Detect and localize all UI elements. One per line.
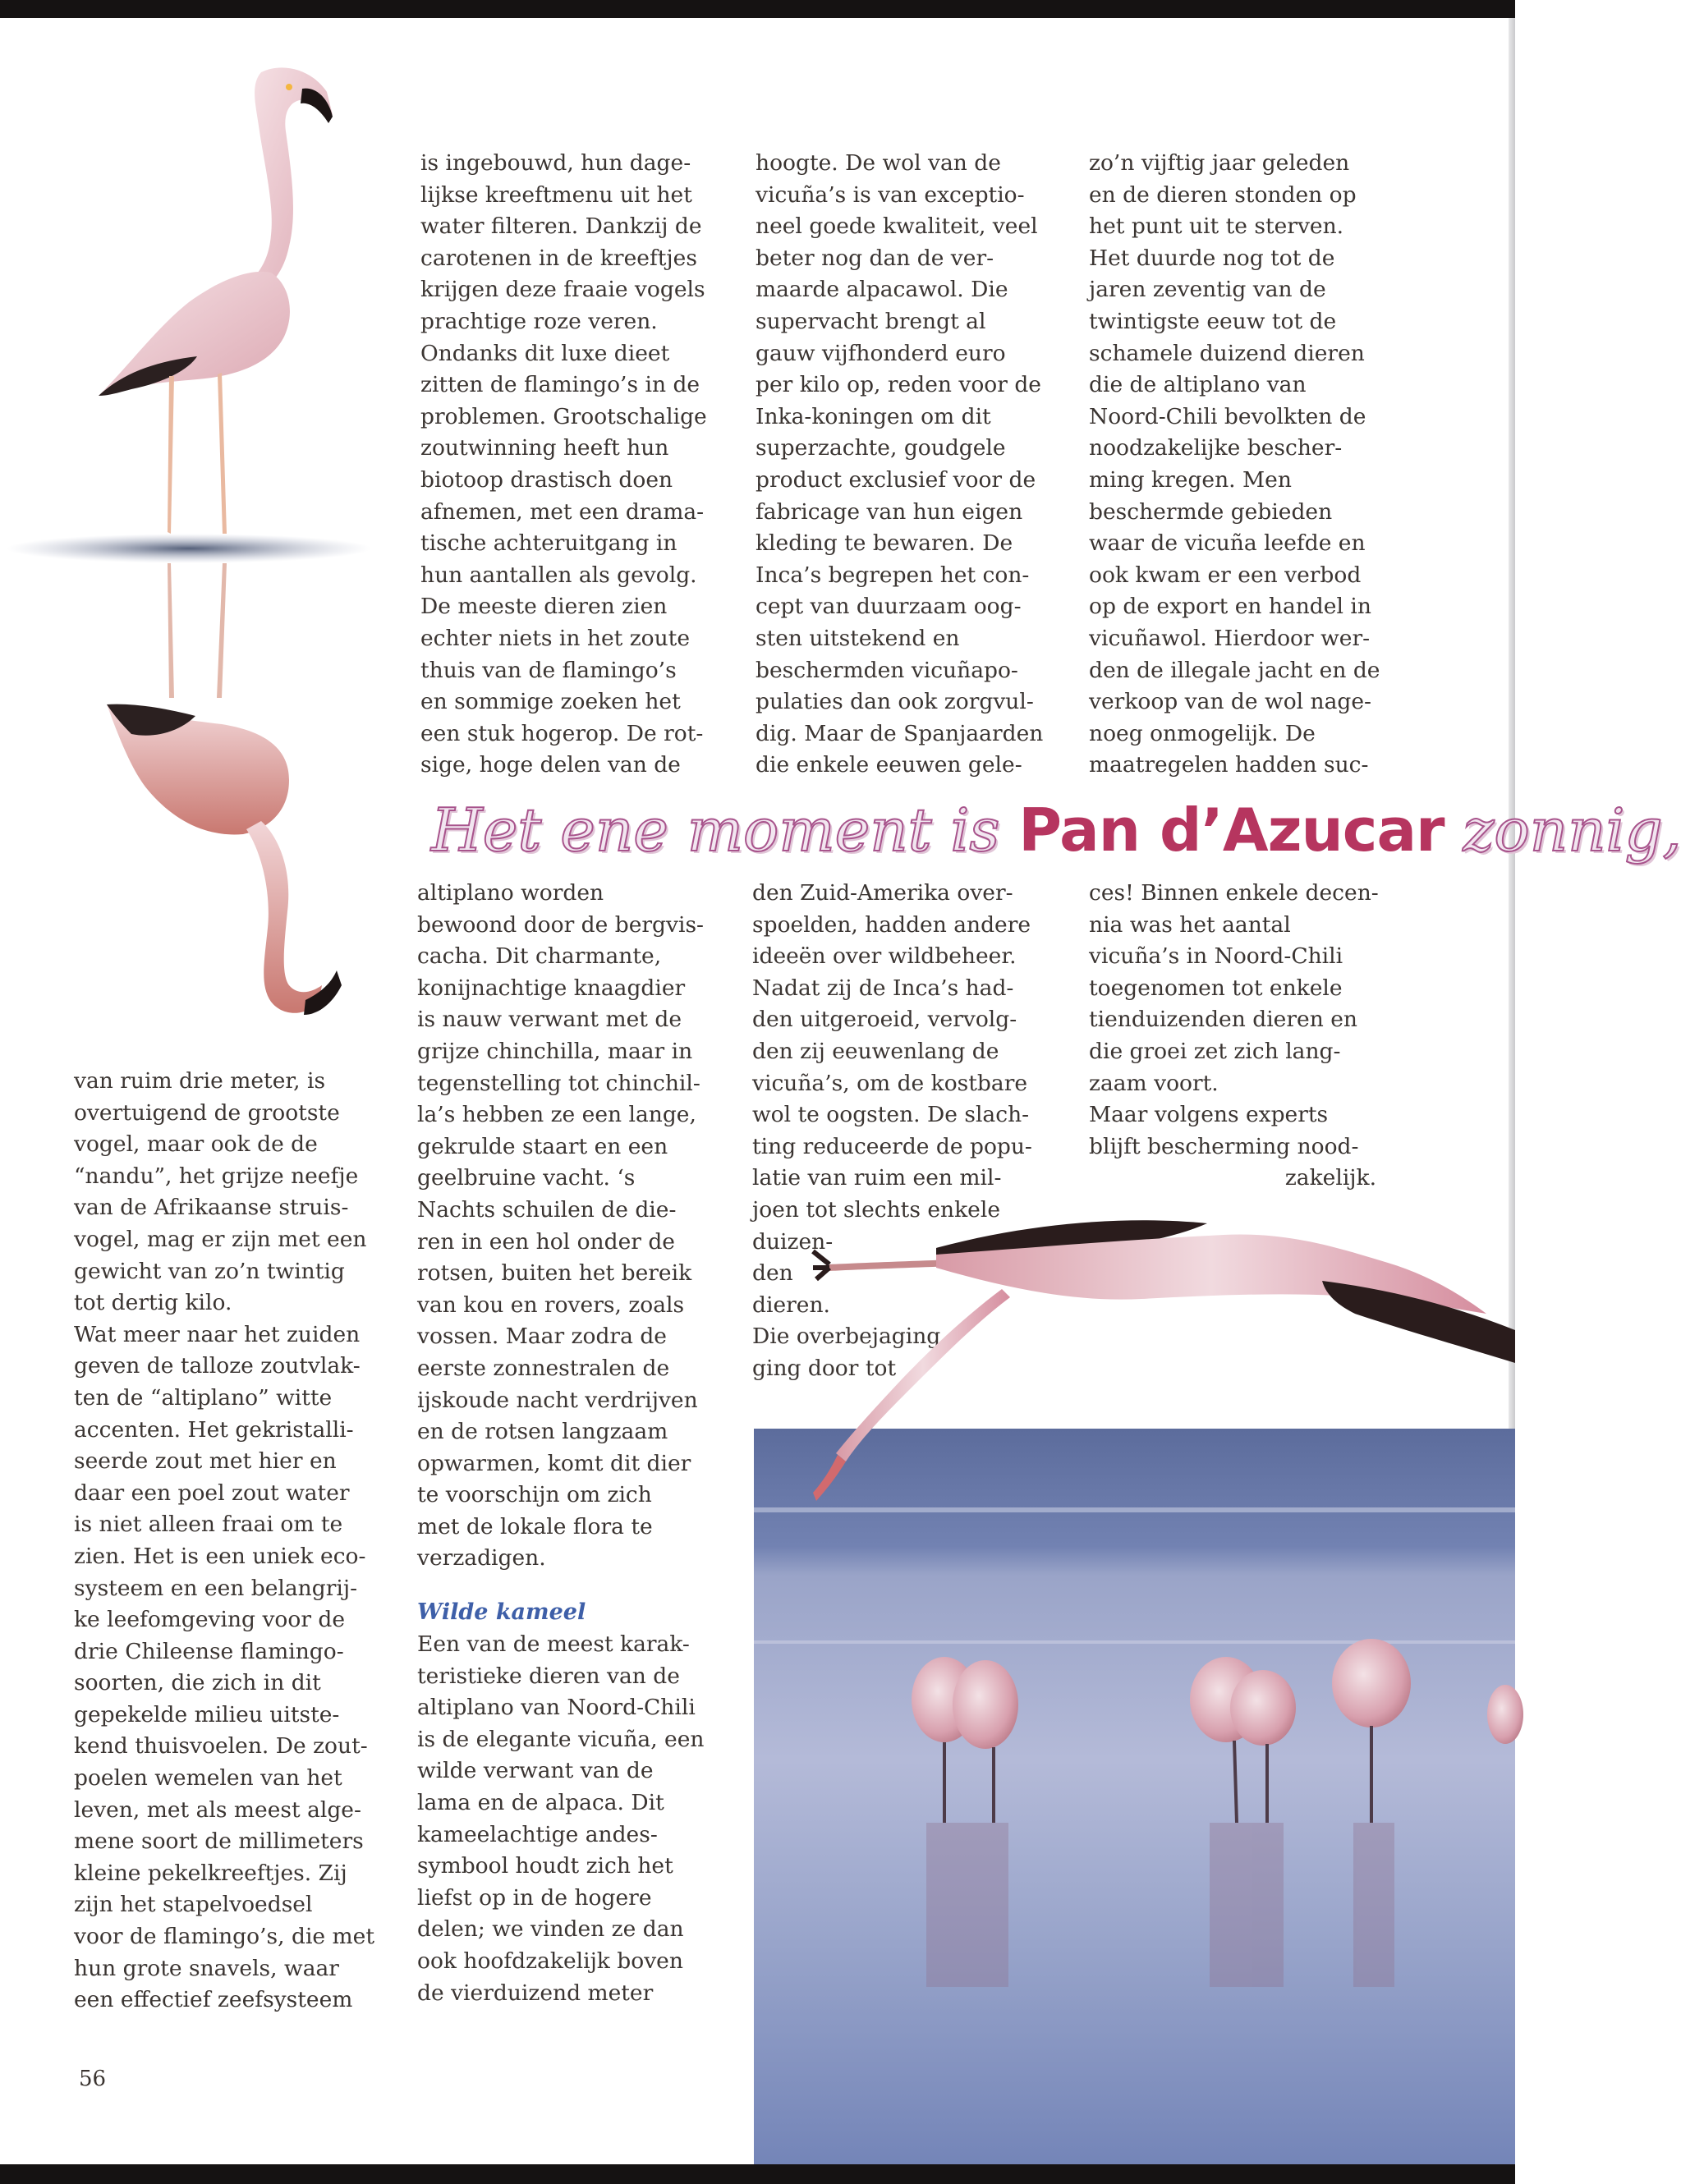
text-line: ook hoofdzakelijk boven: [417, 1948, 683, 1974]
text-line: Wat meer naar het zuiden: [74, 1321, 361, 1347]
text-line: symbool houdt zich het: [417, 1853, 673, 1879]
pull-quote-headline: [431, 792, 1681, 868]
text-line: den zij eeuwenlang de: [752, 1038, 999, 1064]
text-line: kameelachtige andes-: [417, 1821, 658, 1847]
text-line: zijn het stapelvoedsel: [74, 1892, 313, 1918]
text-line: noodzakelijke bescher-: [1089, 435, 1343, 461]
text-line: fabricage van hun eigen: [756, 498, 1023, 525]
text-line: die de altiplano van: [1089, 372, 1307, 398]
column-2-top-text: [420, 148, 733, 782]
text-line: vicuña’s is van exceptio-: [756, 181, 1025, 208]
text-line: ren in een hol onder de: [417, 1228, 675, 1255]
text-line: met de lokale flora te: [417, 1513, 653, 1539]
text-line: altiplano van Noord-Chili: [417, 1695, 696, 1721]
text-line: gewicht van zo’n twintig: [74, 1258, 345, 1284]
text-line: biotoop drastisch doen: [420, 466, 673, 493]
text-line: rotsen, buiten het bereik: [417, 1260, 692, 1287]
text-line: zien. Het is een uniek eco-: [74, 1543, 366, 1569]
text-line: duizen-: [752, 1228, 834, 1255]
text-line: Maar volgens experts: [1089, 1102, 1329, 1128]
text-line: noeg onmogelijk. De: [1089, 720, 1316, 746]
text-line: daar een poel zout water: [74, 1480, 350, 1506]
text-line: joen tot slechts enkele: [752, 1196, 1001, 1223]
text-line: te voorschijn om zich: [417, 1482, 652, 1508]
text-line: per kilo op, reden voor de: [756, 372, 1041, 398]
text-line: tegenstelling tot chinchil-: [417, 1070, 700, 1096]
text-line: jaren zeventig van de: [1089, 277, 1326, 303]
column-1: [74, 1066, 386, 2017]
text-line: zakelijk.: [1284, 1165, 1376, 1191]
text-line: leven, met als meest alge-: [74, 1796, 361, 1823]
text-line: drie Chileense flamingo-: [74, 1638, 344, 1664]
text-line: gepekelde milieu uitste-: [74, 1701, 340, 1727]
column-4-bottom-text: [1089, 878, 1385, 1195]
text-line: carotenen in de kreeftjes: [420, 245, 697, 271]
column-4-top: [1089, 148, 1417, 782]
text-line: cacha. Dit charmante,: [417, 943, 662, 970]
text-line: grijze chinchilla, maar in: [417, 1038, 693, 1064]
text-line: twintigste eeuw tot de: [1089, 308, 1337, 334]
text-line: delen; we vinden ze dan: [417, 1916, 684, 1943]
text-line: prachtige roze veren.: [420, 308, 658, 334]
text-line: beschermden vicuñapo-: [756, 657, 1018, 683]
text-line: seerde zout met hier en: [74, 1448, 337, 1475]
text-line: wilde verwant van de: [417, 1758, 654, 1784]
text-line: nia was het aantal: [1089, 911, 1291, 938]
text-line: en de dieren stonden op: [1089, 181, 1357, 208]
text-line: een stuk hogerop. De rot-: [420, 720, 704, 746]
text-line: pulaties dan ook zorgvul-: [756, 689, 1034, 715]
text-line: schamele duizend dieren: [1089, 340, 1365, 366]
text-line: voor de flamingo’s, die met: [74, 1924, 374, 1950]
text-line: “nandu”, het grijze neefje: [74, 1163, 359, 1189]
text-line: geelbruine vacht. ‘s: [417, 1165, 636, 1191]
text-line: altiplano worden: [417, 880, 604, 906]
text-line: kleding te bewaren. De: [756, 530, 1013, 557]
text-line: tienduizenden dieren en: [1089, 1007, 1357, 1033]
text-line: zaam voort.: [1089, 1070, 1219, 1096]
column-4-top-text: [1089, 148, 1417, 782]
text-line: die groei zet zich lang-: [1089, 1038, 1341, 1064]
text-line: toegenomen tot enkele: [1089, 975, 1343, 1001]
text-line: superzachte, goudgele: [756, 435, 1006, 461]
text-line: dieren.: [752, 1292, 830, 1318]
text-line: mene soort de millimeters: [74, 1828, 364, 1855]
text-line: krijgen deze fraaie vogels: [420, 277, 705, 303]
text-line: Nadat zij de Inca’s had-: [752, 975, 1014, 1001]
text-line: Inka-koningen om dit: [756, 403, 991, 429]
text-line: is niet alleen fraai om te: [74, 1512, 343, 1538]
text-line: en de rotsen langzaam: [417, 1419, 668, 1445]
text-line: neel goede kwaliteit, veel: [756, 213, 1038, 240]
text-line: spoelden, hadden andere: [752, 911, 1031, 938]
text-line: is de elegante vicuña, een: [417, 1726, 705, 1752]
page-number: 56: [79, 2067, 107, 2091]
text-line: eerste zonnestralen de: [417, 1355, 670, 1381]
text-line: tische achteruitgang in: [420, 530, 677, 557]
text-line: tot dertig kilo.: [74, 1290, 232, 1316]
text-line: Noord-Chili bevolkten de: [1089, 403, 1366, 429]
text-line: la’s hebben ze een lange,: [417, 1102, 696, 1128]
top-frame-border: [0, 0, 1515, 18]
text-line: maarde alpacawol. Die: [756, 277, 1008, 303]
column-2-section-text: [417, 1629, 737, 2009]
text-line: hun aantallen als gevolg.: [420, 562, 697, 588]
text-line: is nauw verwant met de: [417, 1007, 682, 1033]
bottom-frame-border: [0, 2164, 1515, 2184]
text-line: het punt uit te sterven.: [1089, 213, 1344, 240]
text-line: overtuigend de grootste: [74, 1099, 340, 1126]
text-line: kend thuisvoelen. De zout-: [74, 1733, 368, 1760]
text-line: kleine pekelkreeftjes. Zij: [74, 1860, 347, 1886]
column-1-text: [74, 1066, 386, 2017]
text-line: ting reduceerde de popu-: [752, 1133, 1032, 1159]
text-line: geven de talloze zoutvlak-: [74, 1353, 361, 1379]
text-line: product exclusief voor de: [756, 466, 1036, 493]
text-line: de vierduizend meter: [417, 1980, 654, 2006]
headline-bold-place: Pan d’Azucar: [1018, 796, 1444, 865]
text-line: dig. Maar de Spanjaarden: [756, 720, 1044, 746]
text-line: hoogte. De wol van de: [756, 150, 1001, 176]
text-line: lama en de alpaca. Dit: [417, 1790, 664, 1816]
text-line: van kou en rovers, zoals: [417, 1292, 685, 1318]
column-2-bottom-text: [417, 878, 737, 1575]
text-line: Die overbejaging: [752, 1324, 941, 1350]
text-line: Ondanks dit luxe dieet: [420, 340, 670, 366]
text-line: supervacht brengt al: [756, 308, 986, 334]
text-line: ideeën over wildbeheer.: [752, 943, 1017, 970]
text-line: cept van duurzaam oog-: [756, 594, 1022, 620]
text-line: vicuña’s, om de kostbare: [752, 1070, 1028, 1096]
headline-part-2: zonnig,: [1444, 796, 1681, 865]
text-line: ke leefomgeving voor de: [74, 1607, 346, 1633]
text-line: accenten. Het gekristalli-: [74, 1416, 354, 1443]
text-line: op de export en handel in: [1089, 594, 1371, 620]
text-line: verkoop van de wol nage-: [1089, 689, 1372, 715]
flamingo-flying-illustration: [813, 1199, 1515, 1519]
text-line: sige, hoge delen van de: [420, 752, 681, 778]
text-line: ijskoude nacht verdrijven: [417, 1387, 698, 1413]
headline-part-1: Het ene moment is: [431, 796, 1019, 865]
text-line: die enkele eeuwen gele-: [756, 752, 1022, 778]
text-line: soorten, die zich in dit: [74, 1670, 321, 1696]
text-line: De meeste dieren zien: [420, 594, 668, 620]
text-line: blijft bescherming nood-: [1089, 1133, 1359, 1159]
text-line: vicuñawol. Hierdoor wer-: [1089, 625, 1371, 651]
text-line: sten uitstekend en: [756, 625, 960, 651]
column-2-bottom: [417, 878, 737, 2009]
text-line: vogel, maar ook de de: [74, 1131, 318, 1158]
text-line: gauw vijfhonderd euro: [756, 340, 1006, 366]
text-line: problemen. Grootschalige: [420, 403, 707, 429]
text-line: liefst op in de hogere: [417, 1884, 652, 1911]
text-line: echter niets in het zoute: [420, 625, 691, 651]
flamingos-lake-photo: [754, 1429, 1515, 2164]
text-line: verzadigen.: [417, 1545, 546, 1571]
text-line: van de Afrikaanse struis-: [74, 1195, 349, 1221]
column-3-top: [756, 148, 1068, 782]
text-line: den de illegale jacht en de: [1089, 657, 1380, 683]
text-line: wol te oogsten. De slach-: [752, 1102, 1030, 1128]
text-line: bewoond door de bergvis-: [417, 911, 705, 938]
flamingos-lake-scene: [754, 1429, 1515, 2164]
column-3-top-text: [756, 148, 1068, 782]
text-line: ook kwam er een verbod: [1089, 562, 1362, 588]
text-line: van ruim drie meter, is: [74, 1068, 326, 1094]
flamingo-standing-illustration: [0, 41, 386, 1067]
text-line: Een van de meest karak-: [417, 1631, 690, 1658]
text-line: is ingebouwd, hun dage-: [420, 150, 691, 176]
text-line: ming kregen. Men: [1089, 466, 1292, 493]
text-line: zitten de flamingo’s in de: [420, 372, 700, 398]
text-line: beschermde gebieden: [1089, 498, 1333, 525]
text-line: opwarmen, komt dit dier: [417, 1450, 691, 1476]
text-line: en sommige zoeken het: [420, 689, 681, 715]
text-line: maatregelen hadden suc-: [1089, 752, 1369, 778]
text-line: zoutwinning heeft hun: [420, 435, 669, 461]
text-line: poelen wemelen van het: [74, 1765, 342, 1792]
text-line: den: [752, 1260, 793, 1287]
text-line: ces! Binnen enkele decen-: [1089, 880, 1379, 906]
text-line: den uitgeroeid, vervolg-: [752, 1007, 1017, 1033]
text-line: vicuña’s in Noord-Chili: [1089, 943, 1343, 970]
text-line: vogel, mag er zijn met een: [74, 1226, 367, 1252]
text-line: Nachts schuilen de die-: [417, 1196, 677, 1223]
text-line: den Zuid-Amerika over-: [752, 880, 1013, 906]
text-line: vossen. Maar zodra de: [417, 1324, 667, 1350]
text-line: ging door tot: [752, 1355, 897, 1381]
text-line: hun grote snavels, waar: [74, 1955, 339, 1981]
text-line: latie van ruim een mil-: [752, 1165, 1002, 1191]
subheading-wilde-kameel: Wilde kameel: [417, 1599, 586, 1626]
column-2-top: [420, 148, 733, 782]
text-line: teristieke dieren van de: [417, 1663, 680, 1689]
text-line: waar de vicuña leefde en: [1089, 530, 1366, 557]
text-line: afnemen, met een drama-: [420, 498, 705, 525]
text-line: systeem en een belangrij-: [74, 1575, 358, 1601]
text-line: water filteren. Dankzij de: [420, 213, 702, 240]
text-line: een effectief zeefsysteem: [74, 1987, 353, 2013]
text-line: konijnachtige knaagdier: [417, 975, 686, 1001]
text-line: ten de “altiplano” witte: [74, 1384, 333, 1411]
column-4-bottom: [1089, 878, 1385, 1195]
text-line: Inca’s begrepen het con-: [756, 562, 1030, 588]
text-line: thuis van de flamingo’s: [420, 657, 677, 683]
text-line: beter nog dan de ver-: [756, 245, 994, 271]
text-line: zo’n vijftig jaar geleden: [1089, 150, 1350, 176]
text-line: lijkse kreeftmenu uit het: [420, 181, 692, 208]
text-line: Het duurde nog tot de: [1089, 245, 1335, 271]
text-line: gekrulde staart en een: [417, 1133, 668, 1159]
